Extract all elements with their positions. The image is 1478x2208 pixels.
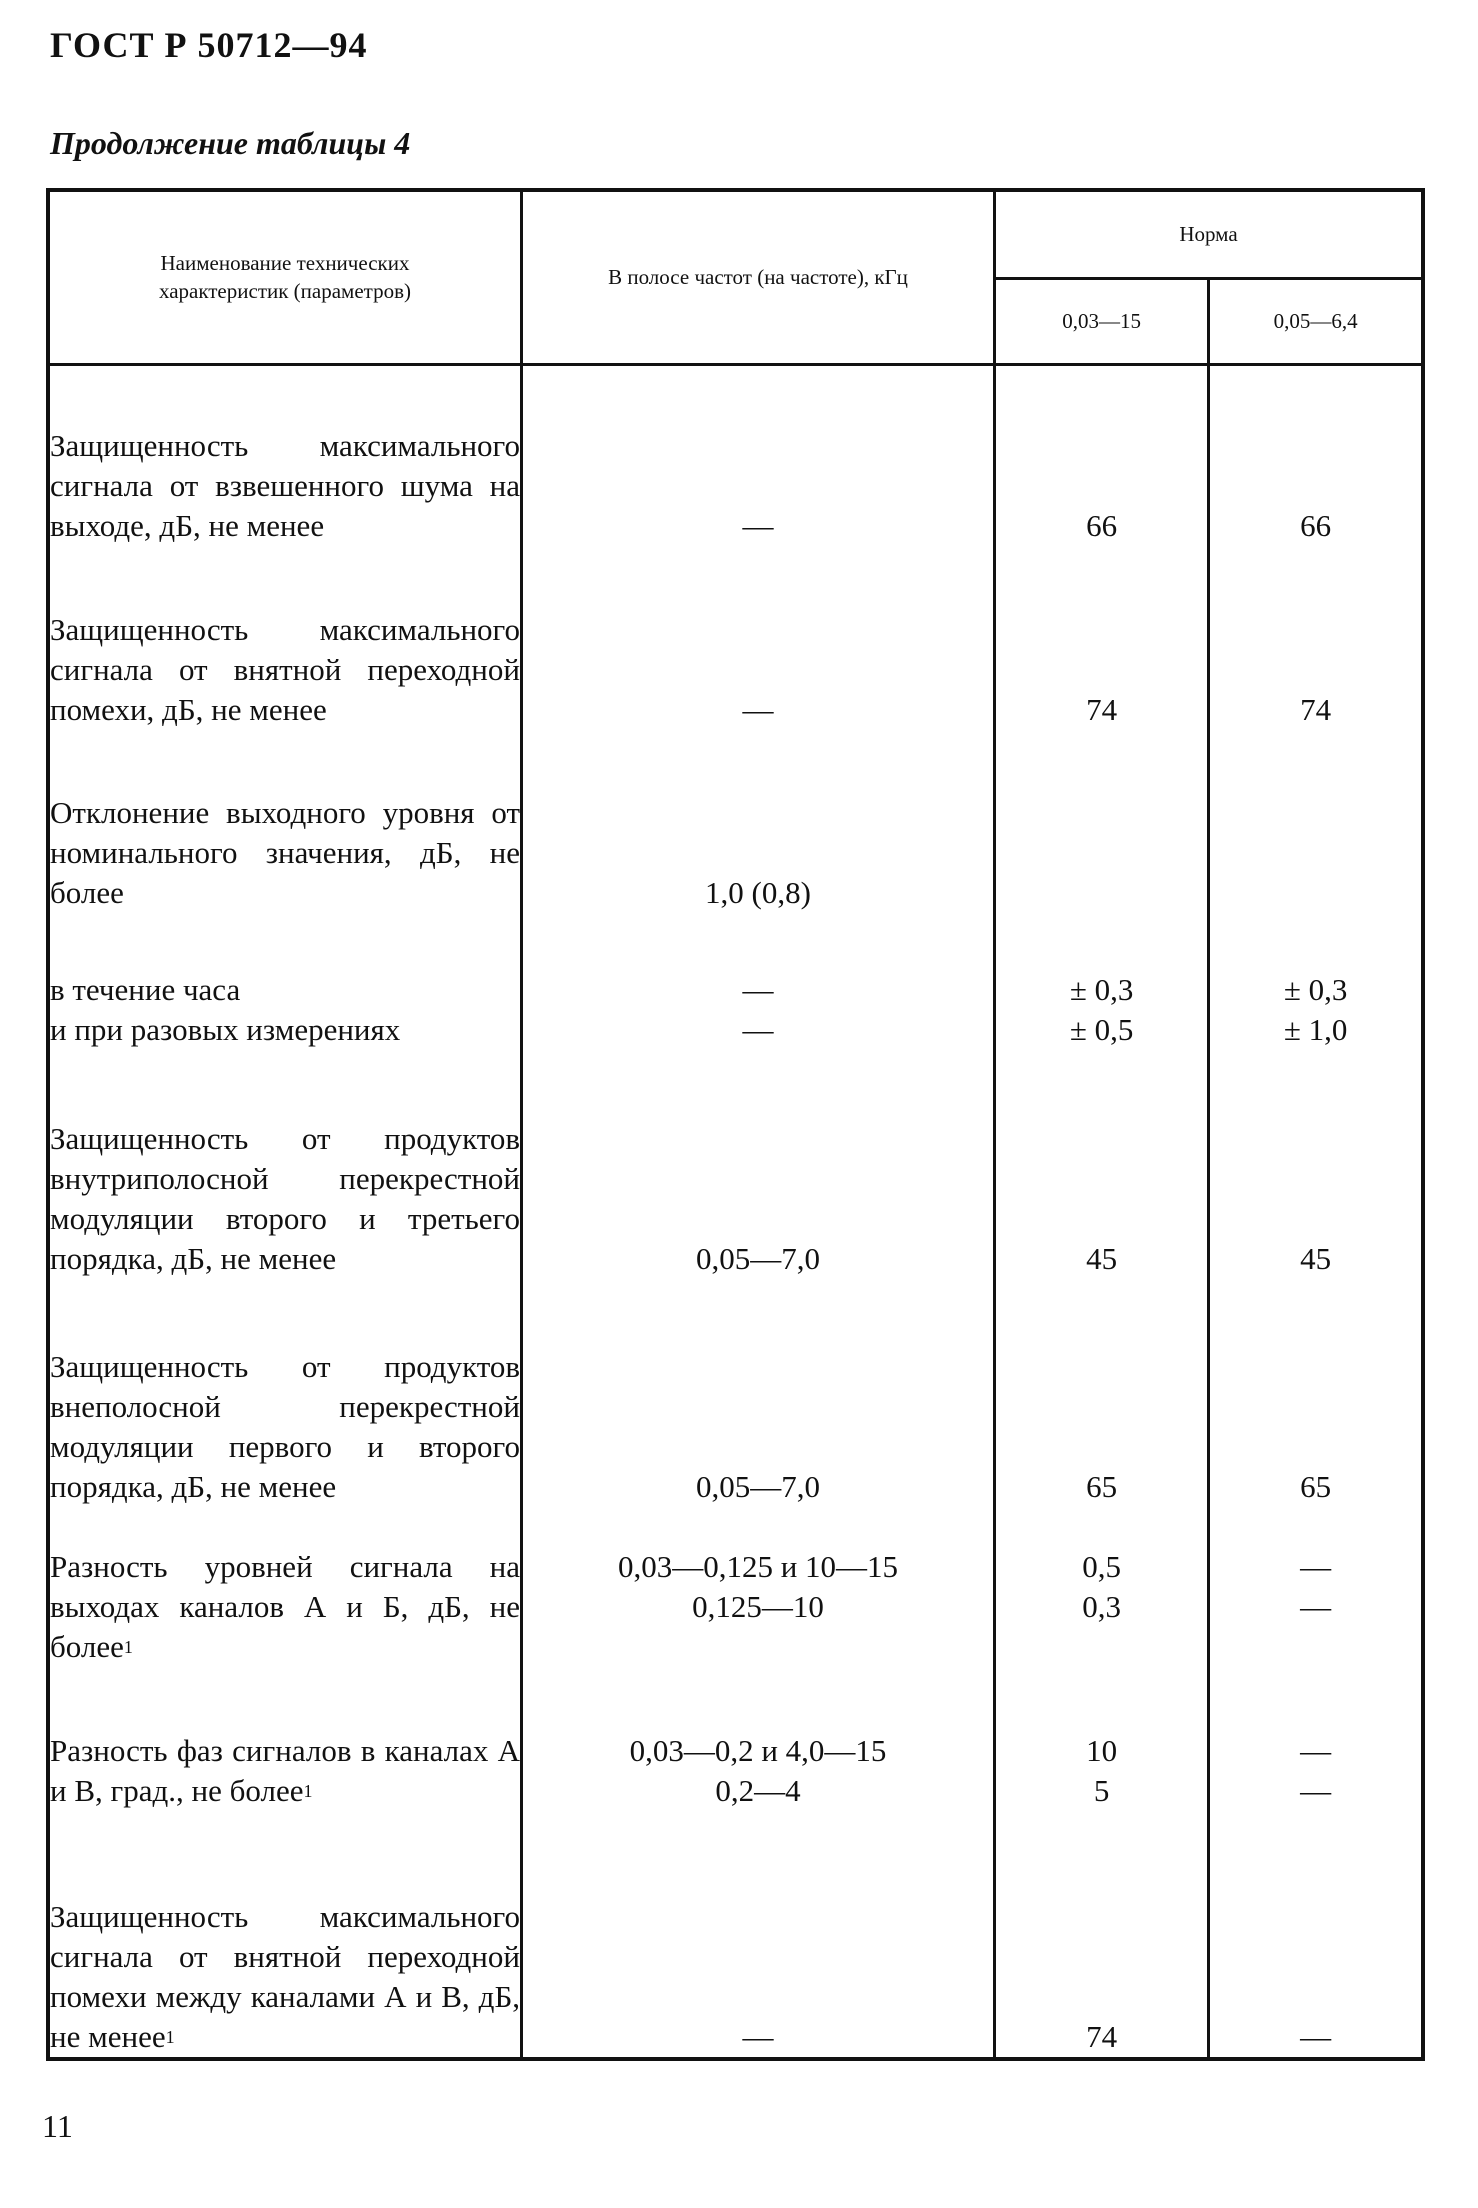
param-cell [48, 1507, 522, 1690]
header-param: Наименование технических характеристик (параметров) [48, 190, 522, 364]
table-row [48, 364, 1423, 546]
norm-a-cell: 65 [995, 1279, 1209, 1508]
param-cell: Защищенность максимального сигнала от внятной переходной помехи, дБ, не менее [48, 546, 522, 729]
param-cell [48, 1691, 522, 1828]
norm-b-cell [1209, 1507, 1423, 1690]
freq-cell: — [522, 364, 995, 546]
param-cell: Защищенность от продуктов внутриполосной перекрестной модуляции второго и третьего порядка, дБ, не менее [48, 1050, 522, 1279]
table-filler-row [48, 2057, 1423, 2059]
header-norm-a: 0,03—15 [995, 278, 1209, 364]
filler-cell [995, 2057, 1209, 2059]
freq-cell: 1,0 (0,8) [522, 730, 995, 913]
filler-cell [48, 2057, 522, 2059]
table-row [48, 1279, 1423, 1508]
norm-a-cell [995, 1507, 1209, 1690]
norm-b-line: ± 0,3 [1283, 971, 1348, 1007]
document-header: ГОСТ Р 50712—94 [50, 25, 368, 65]
norm-a-line: ± 0,3 [1069, 971, 1134, 1007]
norm-b-cell: 65 [1209, 1279, 1423, 1508]
norm-a-cell: 45 [995, 1050, 1209, 1279]
norm-a-line: 10 [1086, 1732, 1118, 1768]
header-norm-b: 0,05—6,4 [1209, 278, 1423, 364]
norm-b-cell [1209, 1691, 1423, 1828]
footnote-mark: 1 [123, 1637, 133, 1658]
norm-b-line: — [1300, 1732, 1332, 1768]
table-row [48, 730, 1423, 913]
norm-a-line: 5 [1093, 1772, 1110, 1808]
table-row [48, 1050, 1423, 1279]
characteristics-table [46, 188, 1425, 2061]
page-number: 11 [42, 2108, 73, 2144]
filler-cell [522, 2057, 995, 2059]
table-row [48, 1691, 1423, 1828]
norm-b-line: — [1300, 1772, 1332, 1808]
norm-a-line: ± 0,5 [1069, 1011, 1134, 1047]
norm-b-cell: 74 [1209, 546, 1423, 729]
freq-line: 0,2—4 [715, 1772, 801, 1808]
norm-a-cell: 66 [995, 364, 1209, 546]
norm-b-line: — [1300, 1549, 1332, 1585]
norm-a-line: 0,5 [1082, 1549, 1121, 1585]
header-frequency: В полосе частот (на частоте), кГц [522, 190, 995, 364]
param-text: Защищенность максимального сигнала от внятной переходной помехи между каналами А и В, дБ, не менее [50, 1898, 520, 2054]
param-cell [48, 1828, 522, 2057]
freq-line: 0,125—10 [692, 1589, 824, 1625]
norm-a-cell [995, 730, 1209, 913]
freq-cell [522, 1691, 995, 1828]
norm-b-line: — [1300, 1589, 1332, 1625]
filler-cell [1209, 2057, 1423, 2059]
param-text: Разность уровней сигнала на выходах каналов А и Б, дБ, не более [50, 1549, 520, 1665]
freq-line: — [742, 971, 774, 1007]
norm-b-line: ± 1,0 [1283, 1011, 1348, 1047]
table-row [48, 1507, 1423, 1690]
norm-a-cell: 74 [995, 1828, 1209, 2057]
norm-b-cell [1209, 730, 1423, 913]
header-norm: Норма [995, 190, 1424, 278]
norm-b-cell: 66 [1209, 364, 1423, 546]
param-cell: Защищенность максимального сигнала от взвешенного шума на выходе, дБ, не менее [48, 364, 522, 546]
footnote-mark: 1 [165, 2026, 175, 2047]
footnote-mark: 1 [303, 1780, 313, 1801]
freq-cell: 0,05—7,0 [522, 1279, 995, 1508]
param-cell: Защищенность от продуктов внеполосной перекрестной модуляции первого и второго порядка, дБ, не менее [48, 1279, 522, 1508]
freq-cell [522, 913, 995, 1050]
freq-cell: — [522, 1828, 995, 2057]
table-row [48, 546, 1423, 729]
param-line: в течение часа [50, 971, 241, 1007]
param-cell: Отклонение выходного уровня от номинального значения, дБ, не более [48, 730, 522, 913]
norm-a-cell: 74 [995, 546, 1209, 729]
freq-cell: — [522, 546, 995, 729]
table-row [48, 913, 1423, 1050]
norm-b-cell [1209, 913, 1423, 1050]
freq-line: — [742, 1011, 774, 1047]
freq-line: 0,03—0,125 и 10—15 [617, 1549, 899, 1585]
norm-b-cell: — [1209, 1828, 1423, 2057]
norm-b-cell: 45 [1209, 1050, 1423, 1279]
norm-a-cell [995, 1691, 1209, 1828]
param-cell [48, 913, 522, 1050]
table-row [48, 1828, 1423, 2057]
norm-a-cell [995, 913, 1209, 1050]
param-line: и при разовых измерениях [50, 1011, 401, 1047]
freq-line: 0,03—0,2 и 4,0—15 [629, 1732, 887, 1768]
param-text: Разность фаз сигналов в каналах А и В, град., не более [50, 1732, 520, 1808]
table-caption: Продолжение таблицы 4 [50, 125, 411, 161]
freq-cell: 0,05—7,0 [522, 1050, 995, 1279]
norm-a-line: 0,3 [1082, 1589, 1121, 1625]
freq-cell [522, 1507, 995, 1690]
